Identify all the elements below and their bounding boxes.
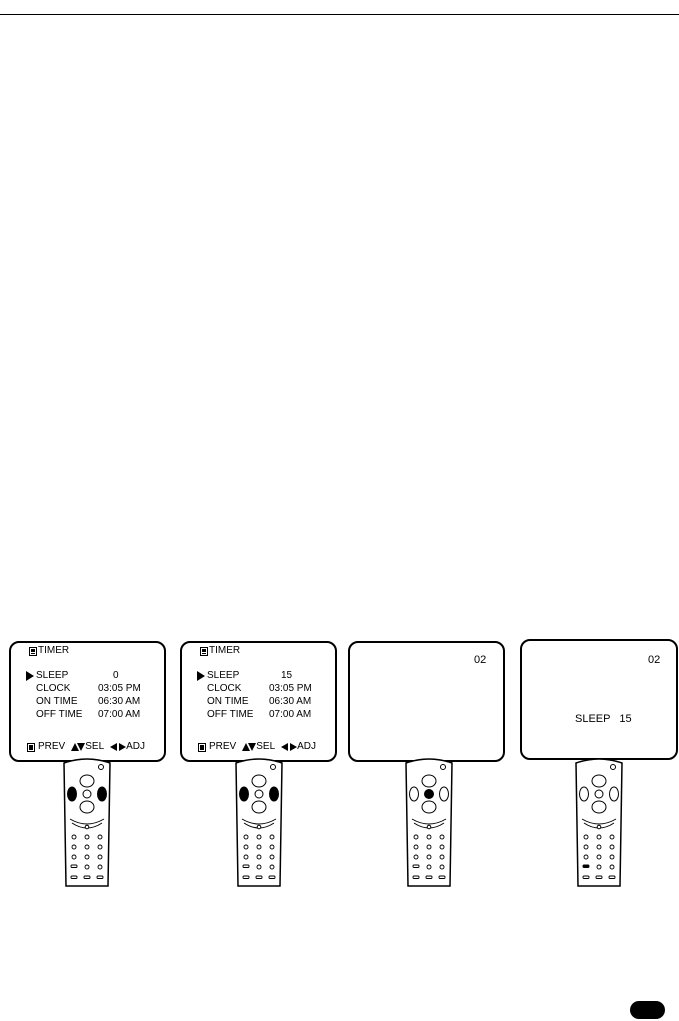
sleep-key-icon xyxy=(583,865,589,868)
left-arrow-icon xyxy=(110,743,117,751)
menu-value: 07:00 AM xyxy=(98,709,141,720)
menu-label: CLOCK xyxy=(207,683,242,694)
power-key-icon xyxy=(99,765,104,770)
down-key-icon xyxy=(80,801,94,813)
left-key-icon xyxy=(410,787,419,801)
menu-key-icon xyxy=(198,743,206,752)
tv-screen-timer-menu-1 xyxy=(9,641,166,762)
menu-value: 0 xyxy=(113,670,119,681)
power-key-icon xyxy=(441,765,446,770)
hint-adj: ADJ xyxy=(126,741,146,752)
hint-sel: SEL xyxy=(256,741,276,752)
osd-title-text: TIMER xyxy=(38,645,70,656)
timer-icon xyxy=(29,647,37,656)
menu-key-icon xyxy=(27,743,35,752)
left-key-icon xyxy=(240,787,249,801)
osd-title-text: TIMER xyxy=(209,645,241,656)
right-arrow-icon xyxy=(290,743,297,751)
tv-screen-timer-menu-2 xyxy=(180,641,337,762)
up-key-icon xyxy=(252,775,266,787)
menu-label: SLEEP xyxy=(207,670,240,681)
tv-screen-channel xyxy=(348,641,505,762)
sleep-indicator: SLEEP 15 xyxy=(575,713,632,725)
menu-value: 07:00 AM xyxy=(269,709,312,720)
osd-title xyxy=(200,645,240,657)
hint-prev: PREV xyxy=(38,741,66,752)
header-rule xyxy=(0,14,679,15)
channel-number: 02 xyxy=(474,654,487,666)
center-key-icon xyxy=(425,790,434,799)
hint-prev: PREV xyxy=(209,741,237,752)
menu-value: 06:30 AM xyxy=(98,696,141,707)
left-arrow-icon xyxy=(281,743,288,751)
menu-label: OFF TIME xyxy=(207,709,254,720)
menu-label: CLOCK xyxy=(36,683,71,694)
up-key-icon xyxy=(80,775,94,787)
remote-control-3 xyxy=(402,757,456,887)
osd-hint-bar xyxy=(198,741,316,753)
menu-label: ON TIME xyxy=(36,696,78,707)
menu-label: OFF TIME xyxy=(36,709,83,720)
down-arrow-icon xyxy=(248,743,256,751)
menu-label: ON TIME xyxy=(207,696,249,707)
right-key-icon xyxy=(610,787,619,801)
right-key-icon xyxy=(270,787,279,801)
right-key-icon xyxy=(440,787,449,801)
down-arrow-icon xyxy=(77,743,85,751)
left-key-icon xyxy=(580,787,589,801)
tv-screen-sleep xyxy=(520,639,678,760)
menu-value: 03:05 PM xyxy=(269,683,312,694)
remote-control-4 xyxy=(572,757,626,887)
osd-hint-bar xyxy=(27,741,145,753)
power-key-icon xyxy=(611,765,616,770)
down-key-icon xyxy=(422,801,436,813)
menu-label: SLEEP xyxy=(36,670,69,681)
selection-arrow-icon xyxy=(26,671,34,681)
selection-arrow-icon xyxy=(197,671,205,681)
right-key-icon xyxy=(98,787,107,801)
hint-sel: SEL xyxy=(85,741,105,752)
down-key-icon xyxy=(592,801,606,813)
down-key-icon xyxy=(252,801,266,813)
channel-number: 02 xyxy=(648,654,661,666)
page-number-badge xyxy=(630,1001,665,1019)
center-key-icon xyxy=(255,790,263,798)
remote-control-1 xyxy=(60,757,114,887)
center-key-icon xyxy=(83,790,91,798)
menu-value: 15 xyxy=(281,670,293,681)
right-arrow-icon xyxy=(119,743,126,751)
menu-value: 06:30 AM xyxy=(269,696,312,707)
center-key-icon xyxy=(595,790,603,798)
menu-value: 03:05 PM xyxy=(98,683,141,694)
up-key-icon xyxy=(592,775,606,787)
remote-control-2 xyxy=(232,757,286,887)
osd-title xyxy=(29,645,69,657)
left-key-icon xyxy=(68,787,77,801)
timer-icon xyxy=(200,647,208,656)
hint-adj: ADJ xyxy=(297,741,317,752)
up-key-icon xyxy=(422,775,436,787)
power-key-icon xyxy=(271,765,276,770)
